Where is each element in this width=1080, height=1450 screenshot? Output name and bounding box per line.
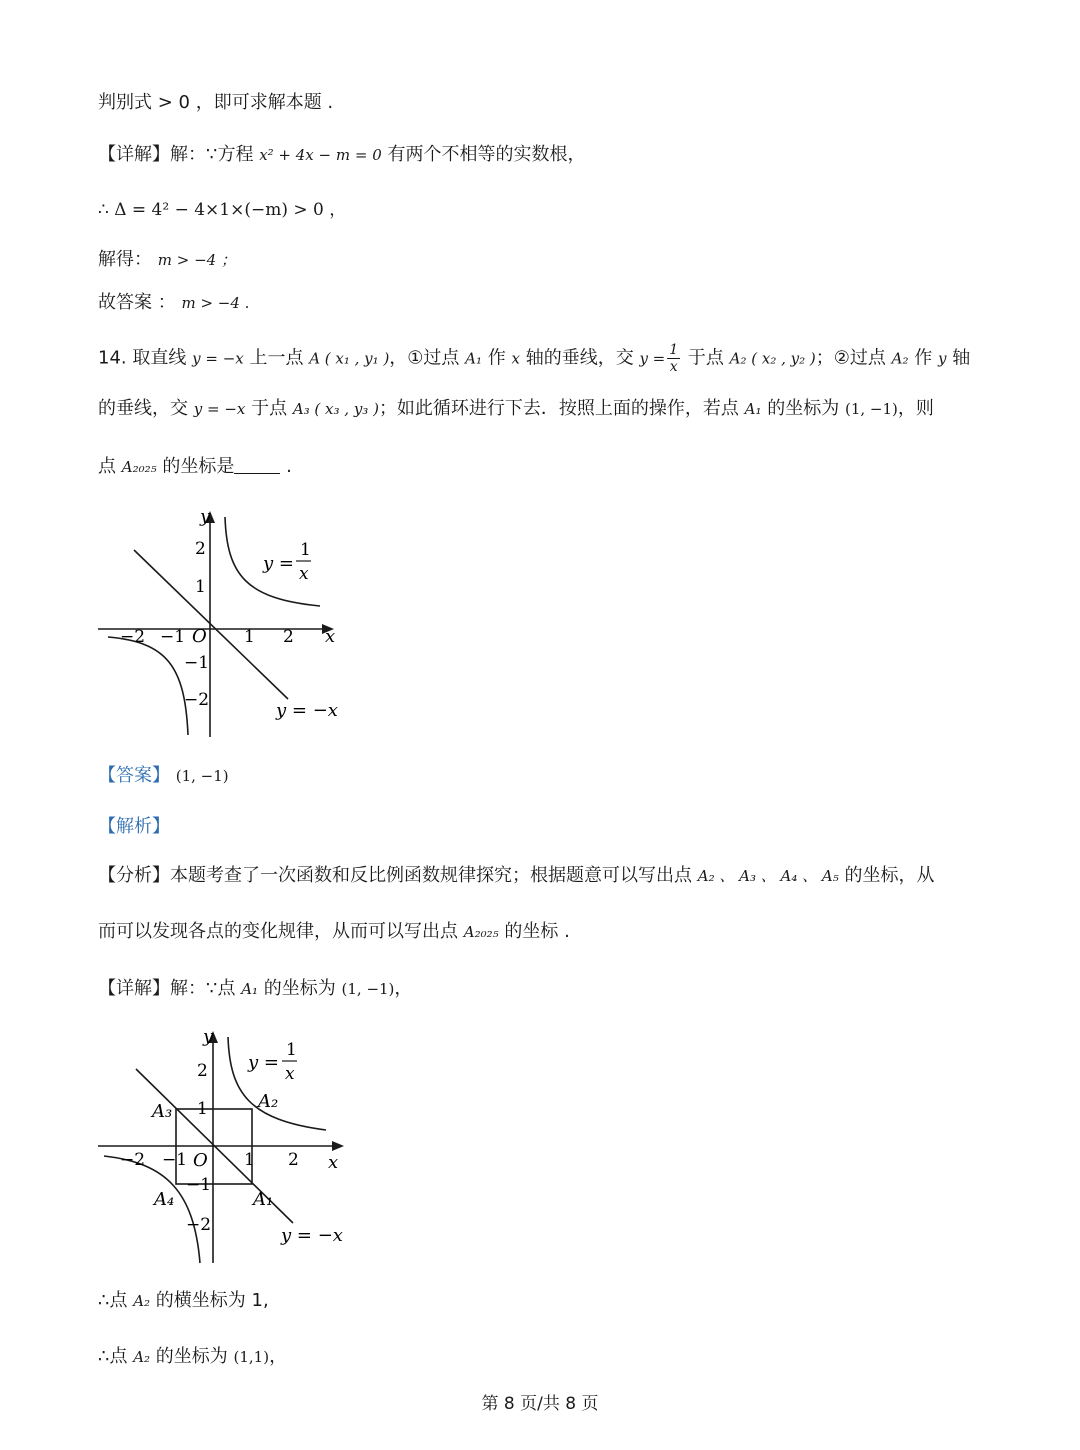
coordinate: (1, −1): [845, 400, 898, 418]
text: ，①过点: [389, 347, 460, 369]
tick-y: 1: [195, 577, 206, 597]
point-label: A₂: [133, 1348, 151, 1366]
line-label: y = −x: [281, 1225, 343, 1246]
conclusion-row-2: [98, 1348, 287, 1366]
text: 的坐标，从: [844, 865, 935, 886]
point-label: A₁: [241, 980, 259, 998]
text: 的垂线，交: [98, 398, 188, 419]
text: 轴: [952, 347, 971, 369]
line-label: y = −x: [276, 700, 338, 721]
point-list: A₂ 、 A₃ 、 A₄ 、 A₅: [697, 867, 839, 885]
point-label: A₂: [133, 1292, 151, 1310]
detail-row: [98, 980, 412, 998]
equation: y = −x: [193, 400, 246, 418]
hyperbola-label-den: x: [285, 1064, 295, 1084]
text-line: 判别式 > 0 ，即可求解本题 .: [98, 92, 334, 113]
page-footer: 第 8 页/共 8 页: [481, 1394, 599, 1414]
text: 作: [914, 347, 933, 369]
denominator: x: [669, 359, 678, 375]
tick-x: −1: [160, 627, 186, 647]
point-label-a2: A₂: [258, 1091, 279, 1112]
tick-x: 2: [283, 627, 294, 647]
origin-label: O: [193, 1150, 208, 1171]
hyperbola-label-den: x: [299, 564, 309, 584]
text: 的坐标为: [155, 1346, 228, 1367]
x-arrow: [332, 1141, 344, 1151]
y-axis-label: y: [200, 506, 211, 527]
analysis-row-1: [98, 867, 934, 885]
answer-label: 故答案 ：: [98, 292, 176, 313]
tick-y: −2: [184, 690, 210, 710]
text: ∴点: [98, 1346, 128, 1367]
point-label-a3: A₃: [152, 1101, 173, 1122]
text: 的坐标为: [263, 978, 336, 999]
detail-label: 【详解】解：∵方程: [98, 144, 254, 165]
point-label: A₂ ( x₂ , y₂ ): [729, 349, 816, 368]
analysis-tag: 【解析】: [98, 816, 170, 837]
point-label: A₁: [744, 400, 762, 418]
text: 有两个不相等的实数根，: [387, 144, 586, 165]
text: ，: [269, 1346, 288, 1367]
equation: y = −x: [192, 349, 244, 368]
text: 取直线: [132, 347, 187, 369]
tick-x: −2: [120, 627, 146, 647]
text: 上一点: [249, 347, 304, 369]
text: .: [280, 456, 292, 477]
text: ；如此循环进行下去．按照上面的操作，若点: [378, 398, 739, 419]
fraction: [667, 342, 680, 375]
point-label-a4: A₄: [154, 1189, 175, 1210]
coordinate: (1,1): [233, 1348, 270, 1366]
tick-x: 1: [244, 627, 255, 647]
hyperbola-label: y =: [248, 1052, 279, 1073]
problem-row-1: [98, 342, 970, 375]
origin-label: O: [192, 626, 207, 647]
text: 【详解】解：∵点: [98, 978, 236, 999]
equation: x² + 4x − m = 0: [259, 146, 382, 164]
tick-y: −1: [186, 1175, 212, 1195]
point-label: A ( x₁ , y₁ ): [309, 349, 390, 368]
point-label: A₃ ( x₃ , y₃ ): [292, 400, 379, 418]
solve-result: m > −4 ；: [157, 251, 236, 269]
point-label-a1: A₁: [253, 1189, 274, 1210]
text: 【分析】本题考查了一次函数和反比例函数规律探究；根据题意可以写出点: [98, 865, 692, 886]
text: ；②过点: [815, 347, 886, 369]
tick-y: 1: [197, 1099, 208, 1119]
equation: y =: [639, 349, 666, 368]
text: 点: [98, 456, 116, 477]
text: 的坐标 .: [504, 921, 570, 942]
tick-y: 2: [195, 539, 206, 559]
text: ，则: [897, 398, 934, 419]
problem-number: 14.: [98, 347, 127, 369]
graph-2: [96, 1025, 356, 1265]
hyperbola-branch-q3: [108, 637, 188, 735]
tick-x: −2: [120, 1150, 146, 1170]
text: ，: [394, 978, 413, 999]
coordinate: (1, −1): [341, 980, 395, 998]
text: 的坐标是: [162, 456, 235, 477]
tick-x: −1: [162, 1150, 188, 1170]
x-axis-label: x: [325, 626, 336, 647]
answer-blank: [234, 457, 280, 474]
text: ∴点: [98, 1290, 128, 1311]
hyperbola-label-num: 1: [286, 1040, 297, 1060]
conclusion-row-1: [98, 1292, 269, 1310]
text: 的坐标为: [767, 398, 840, 419]
hyperbola-label-num: 1: [300, 540, 311, 560]
tick-y: 2: [197, 1061, 208, 1081]
solve-line: [98, 251, 236, 269]
text: 的横坐标为 1,: [155, 1290, 269, 1311]
point-label: A₁: [465, 349, 483, 368]
tick-x: 1: [244, 1150, 255, 1170]
text: 于点: [687, 347, 724, 369]
analysis-row-2: [98, 923, 570, 941]
tick-y: −2: [186, 1215, 212, 1235]
text: 作: [487, 347, 506, 369]
axis-label: y: [937, 349, 947, 368]
point-label: A₂: [891, 349, 909, 368]
answer-value: m > −4 .: [181, 294, 250, 312]
answer-line: [98, 294, 249, 312]
answer-tag: 【答案】: [98, 765, 170, 786]
graph-1: [96, 505, 346, 740]
numerator: 1: [669, 342, 679, 358]
point-label: A₂₀₂₅: [121, 458, 157, 476]
tick-y: −1: [184, 653, 210, 673]
tick-x: 2: [288, 1150, 299, 1170]
answer-row: [98, 767, 229, 785]
solve-label: 解得：: [98, 249, 152, 270]
hyperbola-branch-q1: [228, 1037, 326, 1130]
hyperbola-label: y =: [263, 553, 294, 574]
text: 而可以发现各点的变化规律，从而可以写出点: [98, 921, 458, 942]
text: 于点: [251, 398, 288, 419]
point-label: A₂₀₂₅: [463, 923, 499, 941]
detail-line: [98, 146, 585, 164]
problem-row-3: [98, 457, 292, 476]
hyperbola-branch-q3: [104, 1156, 200, 1263]
axis-label: x: [511, 349, 520, 368]
text: 轴的垂线，交: [525, 347, 634, 369]
discriminant-line: ∴ Δ = 4² − 4×1×(−m) > 0 ，: [98, 200, 347, 220]
answer-value: (1, −1): [175, 767, 229, 785]
problem-row-2: [98, 400, 934, 418]
x-axis-label: x: [328, 1152, 339, 1173]
y-axis-label: y: [203, 1026, 214, 1047]
